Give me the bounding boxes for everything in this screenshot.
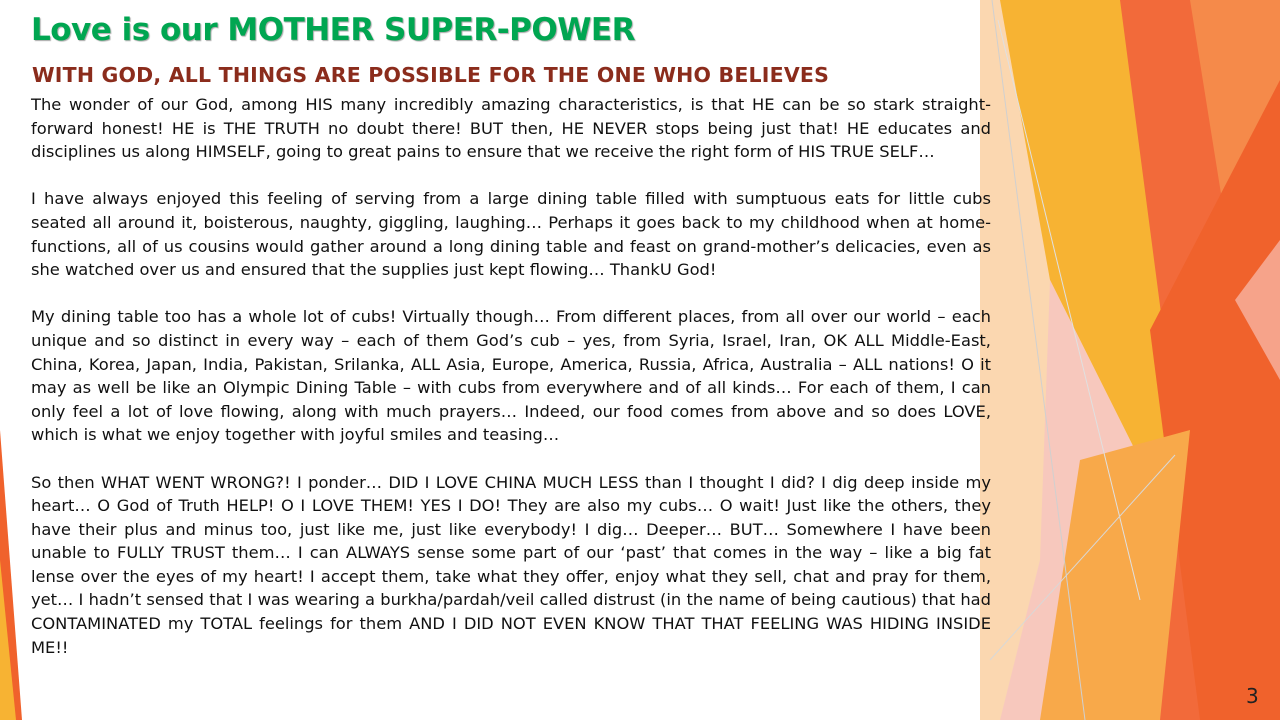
slide-page-number: 3 — [1246, 684, 1259, 708]
body-paragraph: I have always enjoyed this feeling of serving from a large dining table filled with sumptuous eats for little cubs seated all around it, boisterous, naughty, giggling, laughing… Perhaps it goes back to my childhood when at home-functions, all of us cousins would gather around a long dining table and feast on grand-mother’s delicacies, even as she watched over us and ensured that the supplies just kept flowing… ThankU God! — [31, 189, 991, 280]
body-paragraph: The wonder of our God, among HIS many incredibly amazing characteristics, is that HE can be so stark straight-forward honest! HE is THE TRUTH no doubt there! BUT then, HE NEVER stops being just that! HE educates and disciplines us along HIMSELF, going to great pains to ensure that we receive the right form of HIS TRUE SELF… — [31, 95, 991, 162]
body-paragraph: My dining table too has a whole lot of cubs! Virtually though… From different places, from all over our world – each unique and so distinct in every way – each of them God’s cub – yes, from Syria, Israel, Iran, OK ALL Middle-East, China, Korea, Japan, India, Pakistan, Srilanka, ALL Asia, Europe, America, Russia, Africa, Australia – ALL nations! O it may as well be like an Olympic Dining Table – with cubs from everywhere and of all kinds… For each of them, I can only feel a lot of love flowing, along with much prayers… Indeed, our food comes from above and so does LOVE, which is what we enjoy together with joyful smiles and teasing… — [31, 307, 991, 445]
slide-subtitle: WITH GOD, ALL THINGS ARE POSSIBLE FOR THE ONE WHO BELIEVES — [32, 63, 830, 87]
slide-body — [31, 93, 991, 659]
slide-title: Love is our MOTHER SUPER-POWER — [31, 12, 635, 48]
body-paragraph: So then WHAT WENT WRONG?! I ponder… DID I LOVE CHINA MUCH LESS than I thought I did? I dig deep inside my heart… O God of Truth HELP! O I LOVE THEM! YES I DO! They are also my cubs… O wait! Just like the others, they have their plus and minus too, just like me, just like everybody! I dig… Deeper… BUT… Somewhere I have been unable to FULLY TRUST them… I can ALWAYS sense some part of our ‘past’ that comes in the way – like a big fat lense over the eyes of my heart! I accept them, take what they offer, enjoy what they sell, chat and pray for them, yet… I hadn’t sensed that I was wearing a burkha/pardah/veil called distrust (in the name of being cautious) that had CONTAMINATED my TOTAL feelings for them AND I DID NOT EVEN KNOW THAT THAT FEELING WAS HIDING INSIDE ME!! — [31, 472, 991, 657]
